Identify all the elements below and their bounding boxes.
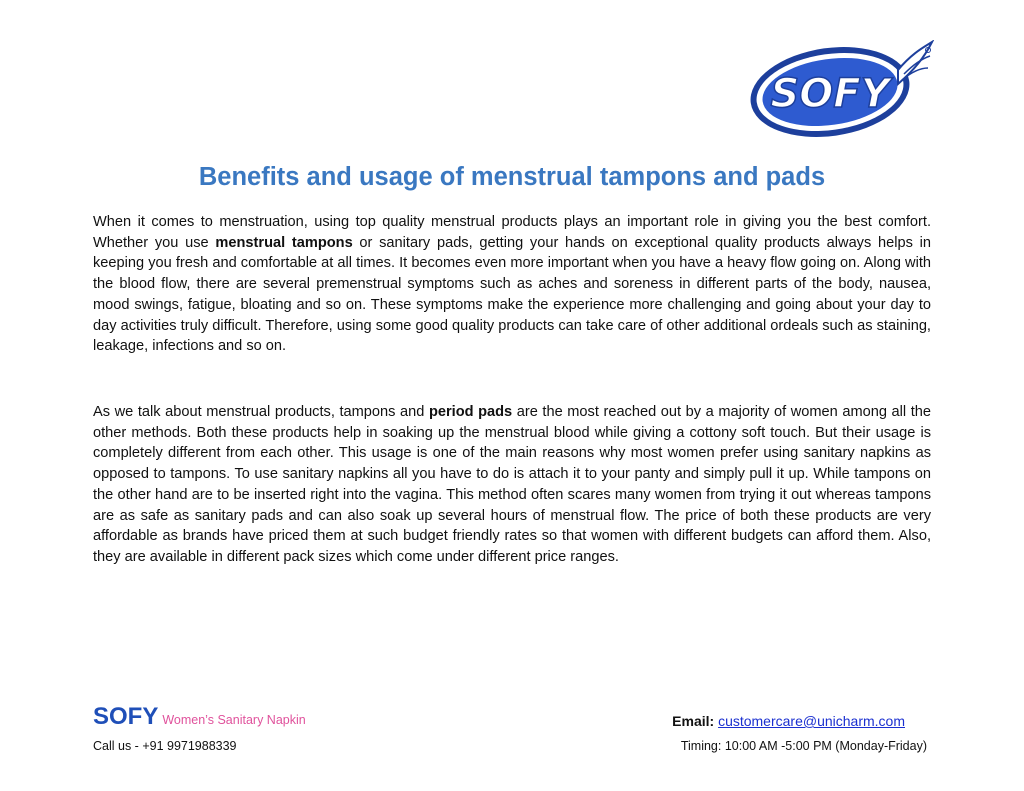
footer-brand bbox=[93, 703, 306, 731]
paragraph-1-text-a: When it comes to menstruation, using top quality menstrual products plays an important role in giving you the best comfort. Whether you use bbox=[93, 214, 931, 251]
sofy-logo bbox=[748, 40, 934, 140]
paragraph-1 bbox=[93, 212, 931, 357]
page-title: Benefits and usage of menstrual tampons and pads bbox=[198, 163, 826, 191]
footer-email bbox=[672, 713, 905, 729]
paragraph-2-text-a: As we talk about menstrual products, tampons and bbox=[93, 404, 429, 420]
footer-timing: Timing: 10:00 AM -5:00 PM (Monday-Friday) bbox=[680, 739, 927, 753]
email-label: Email: bbox=[672, 713, 715, 729]
paragraph-1-bold: menstrual tampons bbox=[215, 234, 353, 251]
footer-tagline: Women’s Sanitary Napkin bbox=[162, 713, 306, 727]
paragraph-1-text-b: or sanitary pads, getting your hands on exceptional quality products always helps in keeping you fresh and comfortable at all times. It becomes even more important when you have a heavy flow going on. Along with the blood flow, there are several premenstrual symptoms such as aches and soreness in different parts of the body, nausea, mood swings, fatigue, bloating and so on. These symptoms make the experience more challenging and going about your day to day activities truly difficult. Therefore, using some good quality products can take care of other additional ordeals such as staining, leakage, infections and so on. bbox=[93, 234, 931, 355]
sofy-logo-graphic bbox=[748, 40, 934, 140]
paragraph-2 bbox=[93, 402, 931, 568]
logo-text: SOFY bbox=[770, 71, 890, 117]
email-link[interactable]: customercare@unicharm.com bbox=[718, 713, 905, 729]
paragraph-2-bold: period pads bbox=[428, 404, 513, 420]
footer-brand-name: SOFY bbox=[93, 703, 159, 730]
footer-phone: Call us - +91 9971988339 bbox=[93, 739, 237, 753]
paragraph-2-text-b: are the most reached out by a majority of women among all the other methods. Both these products help in soaking up the menstrual blood while giving a cottony soft touch. But their usage is completely different from each other. This usage is one of the main reasons why most women prefer using sanitary napkins as opposed to tampons. To use sanitary napkins all you have to do is attach it to your panty and simply pull it up. While tampons on the other hand are to be inserted right into the vagina. This method often scares many women from trying it out whereas tampons are as safe as sanitary pads and can also soak up several hours of menstrual flow. The price of both these products are very affordable as brands have priced them at such budget friendly rates so that women with different budgets can afford them. Also, they are available in different pack sizes which come under different price ranges. bbox=[93, 404, 931, 565]
